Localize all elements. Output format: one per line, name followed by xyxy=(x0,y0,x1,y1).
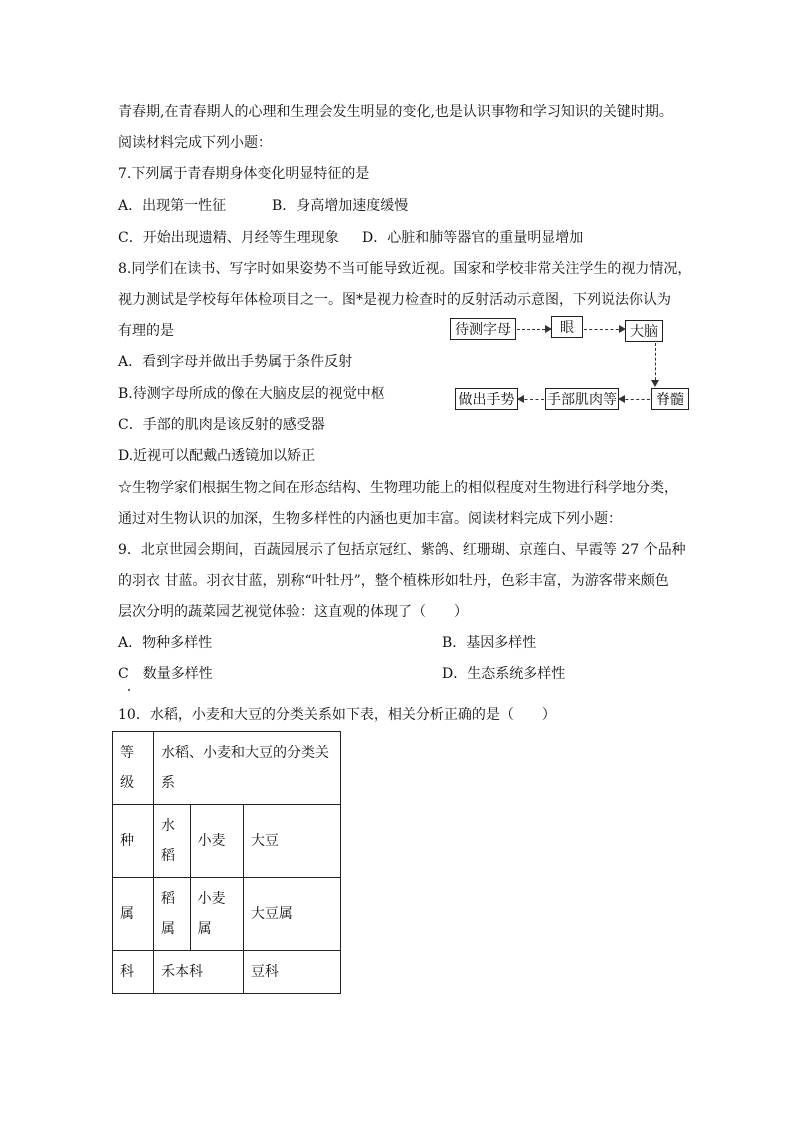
q7-stem: 7.下列属于青春期身体变化明显特征的是 xyxy=(118,166,370,182)
q9-stem-3: 层次分明的蔬菜园艺视觉体验：这直观的体现了（ ） xyxy=(118,604,468,620)
q8-option-a: A．看到字母并做出手势属于条件反射 xyxy=(118,354,353,370)
q9-stem-2: 的羽衣 甘蓝。羽衣甘蓝，别称“叶牡丹”，整个植株形如牡丹，色彩丰富，为游客带来颇色 xyxy=(118,573,669,589)
q9-option-c: C 数量多样性 xyxy=(118,666,213,682)
q9-stem-1: 9．北京世园会期间，百蔬园展示了包括京冠红、紫鸽、红珊瑚、京莲白、早霞等 27 个品种 xyxy=(118,542,686,558)
intro2-line-2: 通过对生物认识的加深，生物多样性的内涵也更加丰富。阅读材料完成下列小题： xyxy=(118,511,622,527)
q8-stem-1: 8.同学们在读书、写字时如果姿势不当可能导致近视。国家和学校非常关注学生的视力情况， xyxy=(118,261,692,277)
table-row xyxy=(113,951,341,994)
table-row xyxy=(113,732,341,805)
intro2-line-1: ☆生物学家们根据生物之间在形态结构、生物理功能上的相似程度对生物进行科学地分类， xyxy=(118,480,678,496)
q9-option-d: D．生态系统多样性 xyxy=(442,666,566,682)
q7-option-d: D．心脏和肺等器官的重量明显增加 xyxy=(362,230,584,246)
arrow-eye-to-brain xyxy=(584,329,624,330)
header-title-cell: 水稻、小麦和大豆的分类关系 xyxy=(154,732,341,805)
intro-line-1: 青春期,在青春期人的心理和生理会发生明显的变化,也是认识事物和学习知识的关键时期。 xyxy=(118,104,673,120)
row-family-level: 科 xyxy=(113,951,154,994)
arrow-spinal-to-muscle xyxy=(620,399,650,400)
species-rice: 水稻 xyxy=(154,805,191,878)
box-brain: 大脑 xyxy=(625,320,663,342)
q8-stem-2: 视力测试是学校每年体检项目之一。图*是视力检查时的反射活动示意图，下列说法你认为 xyxy=(118,292,671,308)
genus-wheat: 小麦属 xyxy=(190,878,243,951)
q7-option-c: C．开始出现遗精、月经等生理现象 xyxy=(118,230,339,246)
box-test-letters: 待测字母 xyxy=(450,318,516,340)
family-fabaceae: 豆科 xyxy=(243,951,340,994)
row-species-level: 种 xyxy=(113,805,154,878)
table-row xyxy=(113,878,341,951)
box-make-gesture: 做出手势 xyxy=(455,388,518,410)
species-wheat: 小麦 xyxy=(190,805,243,878)
arrow-muscle-to-gesture xyxy=(519,399,544,400)
arrow-letters-to-eye xyxy=(517,329,550,330)
box-eye: 眼 xyxy=(551,316,583,338)
q10-stem: 10．水稻，小麦和大豆的分类关系如下表，相关分析正确的是（ ） xyxy=(118,707,556,723)
intro-line-2: 阅读材料完成下列小题： xyxy=(118,135,272,151)
species-soybean: 大豆 xyxy=(243,805,340,878)
family-poaceae: 禾本科 xyxy=(154,951,244,994)
genus-soybean: 大豆属 xyxy=(243,878,340,951)
arrow-brain-to-spinal xyxy=(655,343,656,385)
box-hand-muscles: 手部肌肉等 xyxy=(545,388,619,410)
q7-option-a: A．出现第一性征 xyxy=(118,198,227,214)
q8-option-d: D.近视可以配戴凸透镜加以矫正 xyxy=(118,448,316,464)
q8-option-c: C．手部的肌肉是该反射的感受器 xyxy=(118,417,325,433)
q8-stem-3: 有理的是 xyxy=(118,323,174,339)
q9-option-a: A．物种多样性 xyxy=(118,635,213,651)
q7-option-b: B．身高增加速度缓慢 xyxy=(272,198,409,214)
q9-option-b: B．基因多样性 xyxy=(442,635,537,651)
table-row xyxy=(113,805,341,878)
header-level-cell: 等级 xyxy=(113,732,154,805)
q8-option-b: B.待测字母所成的像在大脑皮层的视觉中枢 xyxy=(118,386,385,402)
box-spinal-cord: 脊髓 xyxy=(651,388,689,410)
row-genus-level: 属 xyxy=(113,878,154,951)
classification-table xyxy=(112,731,341,994)
stray-mark xyxy=(128,689,130,691)
genus-rice: 稻属 xyxy=(154,878,191,951)
